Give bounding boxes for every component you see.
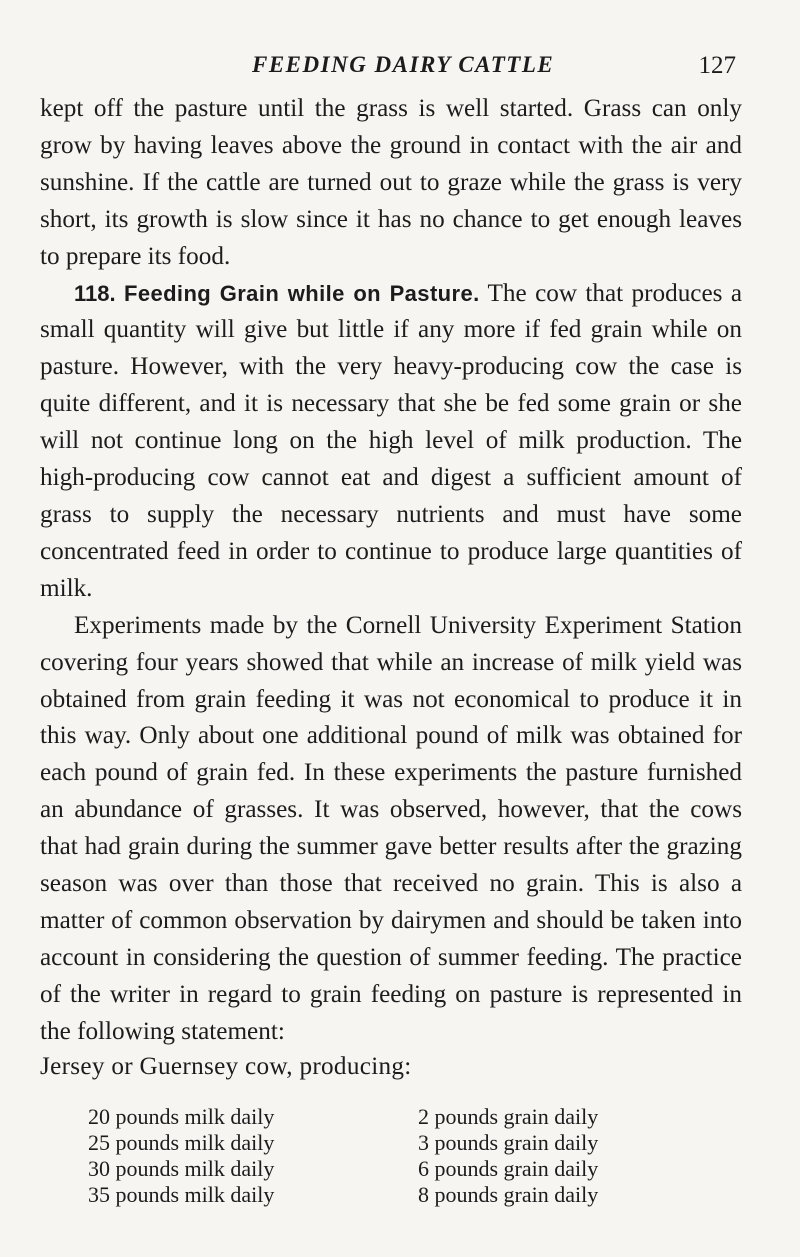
grain-amount: 2 pounds grain daily <box>418 1104 599 1129</box>
experiments-paragraph: Experiments made by the Cornell University Experiment Station covering four years showed that while an increase of milk yield was obtained from grain feeding it was not economical to produce it in this way. Only about one additional pound of milk was obtained for each pound of grain fed. In these experiments the pasture furnished an abundance of grasses. It was observed, however, that the cows that had grain during the summer gave better results after the grazing season was over than those that received no grain. This is also a matter of common observation by dairymen and should be taken into account in considering the question of summer feeding. The practice of the writer in regard to grain feeding on pasture is represented in the following statement: <box>40 611 742 1045</box>
running-head <box>252 52 742 86</box>
ration-row <box>88 1130 738 1156</box>
section-number: 118. <box>74 280 116 306</box>
milk-amount: 30 pounds milk daily <box>88 1156 275 1181</box>
ration-row <box>88 1182 738 1208</box>
ration-row <box>88 1104 738 1130</box>
milk-amount: 25 pounds milk daily <box>88 1130 275 1155</box>
milk-amount: 20 pounds milk daily <box>88 1104 275 1129</box>
body-text <box>40 91 742 1051</box>
section-heading: Feeding Grain while on Pasture. <box>123 280 480 306</box>
page-number: 127 <box>698 52 736 79</box>
grain-amount: 8 pounds grain daily <box>418 1182 599 1207</box>
milk-amount: 35 pounds milk daily <box>88 1182 275 1207</box>
running-title: FEEDING DAIRY CATTLE <box>252 52 555 77</box>
ration-intro: Jersey or Guernsey cow, producing: <box>40 1053 412 1080</box>
section-body-text: The cow that produces a small quantity will give but little if any more if fed grain while on pasture. However, with the very heavy-producing cow the case is quite different, and it is necessary that she be fed some grain or she will not continue long on the high level of milk production. The high-producing cow cannot eat and digest a sufficient amount of grass to supply the necessary nutrients and must have some concentrated feed in order to continue to produce large quantities of milk. <box>40 279 743 602</box>
paragraph-continuation: kept off the pasture until the grass is well started. Grass can only grow by having leaves above the ground in contact with the air and sunshine. If the cattle are turned out to graze while the grass is very short, its growth is slow since it has no chance to get enough leaves to prepare its food. <box>40 95 742 270</box>
grain-amount: 3 pounds grain daily <box>418 1130 599 1155</box>
section-118-paragraph <box>40 276 742 608</box>
grain-amount: 6 pounds grain daily <box>418 1156 599 1181</box>
ration-table <box>88 1104 738 1208</box>
ration-row <box>88 1156 738 1182</box>
